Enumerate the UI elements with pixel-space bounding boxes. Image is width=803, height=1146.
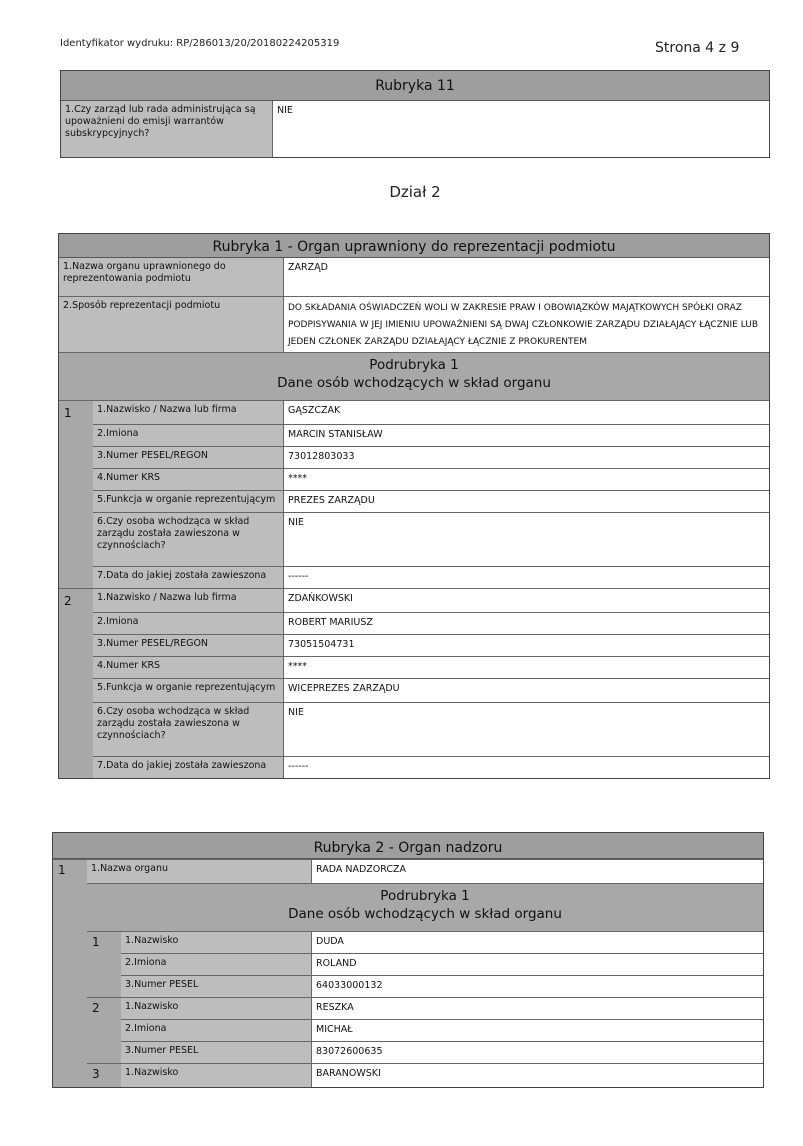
- representation-method-label: 2.Sposób reprezentacji podmiotu: [59, 296, 283, 352]
- member-index: 3: [92, 1067, 100, 1081]
- krs-label: 4.Numer KRS: [93, 468, 283, 490]
- rubryka-11-title: Rubryka 11: [61, 71, 769, 101]
- rubryka-2-subsection-subtitle: Dane osób wchodzących w skład organu: [288, 906, 562, 922]
- member-pesel-value: 64033000132: [311, 975, 763, 997]
- member-first-names-label: 2.Imiona: [121, 953, 311, 975]
- surname-label: 1.Nazwisko / Nazwa lub firma: [93, 400, 283, 424]
- person-index-column: [59, 588, 93, 778]
- member-surname-label: 1.Nazwisko: [121, 931, 311, 953]
- rubryka-2-title: Rubryka 2 - Organ nadzoru: [53, 833, 763, 859]
- rubryka-11-question-value: NIE: [272, 101, 769, 157]
- member-surname-value: DUDA: [311, 931, 763, 953]
- first-names-label: 2.Imiona: [93, 424, 283, 446]
- surname-label: 1.Nazwisko / Nazwa lub firma: [93, 588, 283, 612]
- member-first-names-label: 2.Imiona: [121, 1019, 311, 1041]
- first-names-value: MARCIN STANISŁAW: [283, 424, 769, 446]
- person-index: 1: [64, 406, 72, 420]
- rubryka-1-subsection-title: Podrubryka 1: [369, 357, 459, 373]
- organ-index: 1: [58, 863, 66, 877]
- rubryka-11-question-label: 1.Czy zarząd lub rada administrująca są upoważnieni do emisji warrantów subskrypcyjnych?: [61, 101, 272, 157]
- suspended-until-label: 7.Data do jakiej została zawieszona: [93, 566, 283, 588]
- pesel-label: 3.Numer PESEL/REGON: [93, 634, 283, 656]
- suspended-label: 6.Czy osoba wchodząca w skład zarządu została zawieszona w czynnościach?: [93, 702, 283, 756]
- member-first-names-value: ROLAND: [311, 953, 763, 975]
- function-value: PREZES ZARZĄDU: [283, 490, 769, 512]
- member-surname-value: BARANOWSKI: [311, 1063, 763, 1087]
- first-names-value: ROBERT MARIUSZ: [283, 612, 769, 634]
- representation-method-value: DO SKŁADANIA OŚWIADCZEŃ WOLI W ZAKRESIE PRAW I OBOWIĄZKÓW MAJĄTKOWYCH SPÓŁKI ORAZ PODPISYWANIA W JEJ IMIENIU UPOWAŻNIENI SĄ DWAJ CZŁONKOWIE ZARZĄDU DZIAŁAJĄCY ŁĄCZNIE LUB JEDEN CZŁONEK ZARZĄDU DZIAŁAJĄCY ŁĄCZNIE Z PROKURENTEM: [283, 296, 769, 352]
- rubryka-1-table: [58, 233, 770, 779]
- rubryka-2-subsection-header: [87, 883, 763, 931]
- function-label: 5.Funkcja w organie reprezentującym: [93, 678, 283, 702]
- rubryka-11-table: [60, 70, 770, 158]
- suspended-value: NIE: [283, 702, 769, 756]
- organ-name-value: ZARZĄD: [283, 258, 769, 296]
- rubryka-2-subsection-title: Podrubryka 1: [380, 888, 470, 904]
- pesel-value: 73051504731: [283, 634, 769, 656]
- member-pesel-value: 83072600635: [311, 1041, 763, 1063]
- member-index: 2: [92, 1001, 100, 1015]
- section-title: Dział 2: [389, 183, 441, 201]
- member-pesel-label: 3.Numer PESEL: [121, 975, 311, 997]
- krs-value: ****: [283, 468, 769, 490]
- rubryka-1-subsection-header: [59, 352, 769, 400]
- suspended-until-label: 7.Data do jakiej została zawieszona: [93, 756, 283, 778]
- krs-value: ****: [283, 656, 769, 678]
- pesel-value: 73012803033: [283, 446, 769, 468]
- organ-name-label: 1.Nazwa organu uprawnionego do reprezentowania podmiotu: [59, 258, 283, 296]
- member-surname-label: 1.Nazwisko: [121, 1063, 311, 1087]
- person-index-column: [59, 400, 93, 588]
- supervisory-organ-name-label: 1.Nazwa organu: [87, 859, 311, 883]
- surname-value: GĄSZCZAK: [283, 400, 769, 424]
- rubryka-1-title: Rubryka 1 - Organ uprawniony do reprezentacji podmiotu: [59, 234, 769, 258]
- member-surname-label: 1.Nazwisko: [121, 997, 311, 1019]
- organ-index-column: [53, 859, 87, 1087]
- function-label: 5.Funkcja w organie reprezentującym: [93, 490, 283, 512]
- member-pesel-label: 3.Numer PESEL: [121, 1041, 311, 1063]
- first-names-label: 2.Imiona: [93, 612, 283, 634]
- krs-label: 4.Numer KRS: [93, 656, 283, 678]
- rubryka-2-table: [52, 832, 764, 1088]
- member-surname-value: RESZKA: [311, 997, 763, 1019]
- suspended-until-value: ------: [283, 756, 769, 778]
- pesel-label: 3.Numer PESEL/REGON: [93, 446, 283, 468]
- suspended-until-value: ------: [283, 566, 769, 588]
- surname-value: ZDAŃKOWSKI: [283, 588, 769, 612]
- member-index: 1: [92, 935, 100, 949]
- person-index: 2: [64, 594, 72, 608]
- member-first-names-value: MICHAŁ: [311, 1019, 763, 1041]
- function-value: WICEPREZES ZARZĄDU: [283, 678, 769, 702]
- suspended-value: NIE: [283, 512, 769, 566]
- print-identifier: Identyfikator wydruku: RP/286013/20/20180224205319: [60, 38, 340, 49]
- rubryka-1-subsection-subtitle: Dane osób wchodzących w skład organu: [277, 375, 551, 391]
- page-number: Strona 4 z 9: [655, 40, 740, 56]
- supervisory-organ-name-value: RADA NADZORCZA: [311, 859, 763, 883]
- suspended-label: 6.Czy osoba wchodząca w skład zarządu została zawieszona w czynnościach?: [93, 512, 283, 566]
